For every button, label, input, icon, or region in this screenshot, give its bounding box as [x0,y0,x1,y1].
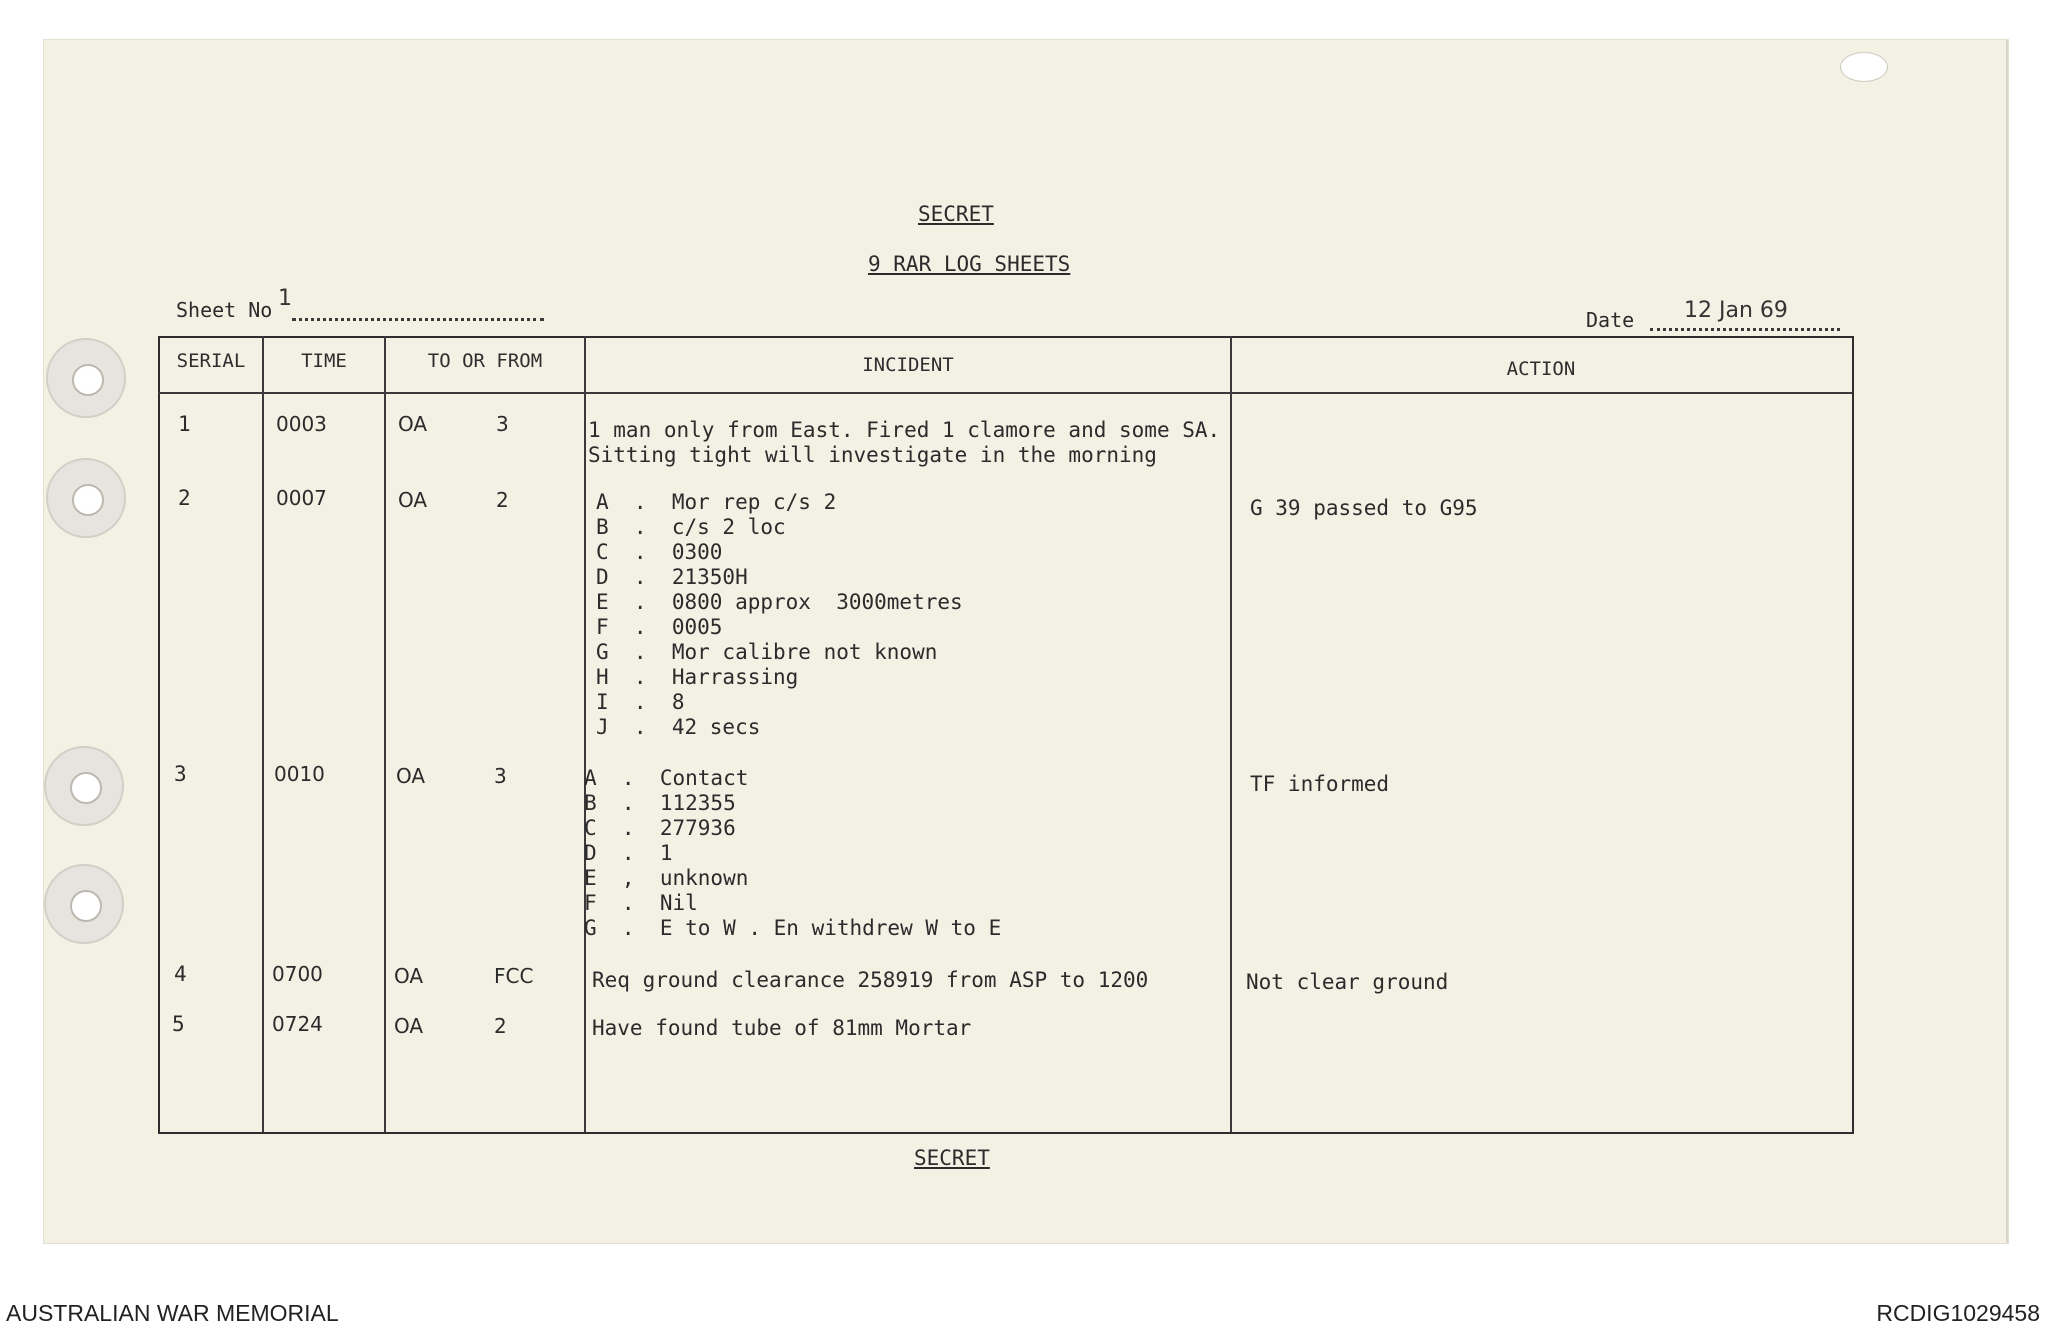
row3-incident [584,766,1001,941]
incident-line: E , unknown [584,866,749,890]
date-label: Date [1586,308,1635,332]
incident-line: F . 0005 [596,615,723,639]
incident-line: A . Contact [584,766,749,790]
row3-action: TF informed [1250,772,1390,796]
incident-line: B . 112355 [584,791,736,815]
sheet-no-dotted-line [292,318,544,321]
incident-line: C . 277936 [584,816,736,840]
row5-time: 0724 [272,1012,323,1036]
row3-to: OA [396,764,426,788]
punch-hole [46,458,126,538]
punch-hole [44,864,124,944]
row3-from: 3 [494,764,507,788]
row5-serial: 5 [172,1012,185,1036]
row4-time: 0700 [272,962,323,986]
sheet-number: 1 [278,286,292,311]
row4-serial: 4 [174,962,187,986]
row5-incident [592,1016,971,1041]
row4-from: FCC [494,964,534,988]
row2-incident [596,490,963,740]
incident-line: 1 man only from East. Fired 1 clamore and some SA. [588,418,1221,442]
document-title: 9 RAR LOG SHEETS [868,252,1071,276]
incident-line: H . Harrassing [596,665,799,689]
row4-to: OA [394,964,424,988]
row4-incident [592,968,1148,993]
incident-line: A . Mor rep c/s 2 [596,490,837,514]
incident-line: F . Nil [584,891,698,915]
row2-from: 2 [496,488,509,512]
incident-line: D . 21350H [596,565,748,589]
row5-to: OA [394,1014,424,1038]
row5-from: 2 [494,1014,507,1038]
sheet-label: Sheet No [176,298,273,322]
column-divider [384,336,386,1132]
column-divider [584,336,586,1132]
row2-serial: 2 [178,486,191,510]
column-divider [1230,336,1232,1132]
row2-to: OA [398,488,428,512]
classification-top: SECRET [918,202,994,226]
incident-line: J . 42 secs [596,715,761,739]
col-header-to-or-from: TO OR FROM [427,350,543,372]
incident-line: E . 0800 approx 3000metres [596,590,963,614]
col-header-action: ACTION [1506,358,1576,380]
row1-serial: 1 [178,412,191,436]
col-header-serial: SERIAL [176,350,246,372]
punch-hole [46,338,126,418]
incident-line: I . 8 [596,690,685,714]
footer-id: RCDIG1029458 [1876,1300,2040,1326]
incident-line: Have found tube of 81mm Mortar [592,1016,972,1040]
incident-line: Req ground clearance 258919 from ASP to 1200 [592,968,1149,992]
classification-bottom: SECRET [914,1146,990,1170]
row1-time: 0003 [276,412,327,436]
row4-action: Not clear ground [1246,970,1449,994]
column-divider [262,336,264,1132]
incident-line: G . E to W . En withdrew W to E [584,916,1002,940]
col-header-time: TIME [301,350,347,372]
incident-line: G . Mor calibre not known [596,640,938,664]
header-divider [158,392,1852,394]
paper-tear [1840,52,1888,82]
row1-from: 3 [496,412,509,436]
col-header-incident: INCIDENT [862,354,954,376]
row1-to: OA [398,412,428,436]
incident-line: D . 1 [584,841,673,865]
footer-source: AUSTRALIAN WAR MEMORIAL [6,1300,339,1326]
row2-action: G 39 passed to G95 [1250,496,1478,520]
incident-line: Sitting tight will investigate in the morning [588,443,1157,467]
row2-time: 0007 [276,486,327,510]
date-value: 12 Jan 69 [1684,298,1788,323]
row1-incident [588,418,1220,468]
row3-serial: 3 [174,762,187,786]
row3-time: 0010 [274,762,325,786]
punch-hole [44,746,124,826]
incident-line: C . 0300 [596,540,723,564]
incident-line: B . c/s 2 loc [596,515,786,539]
date-dotted-line [1650,328,1840,331]
